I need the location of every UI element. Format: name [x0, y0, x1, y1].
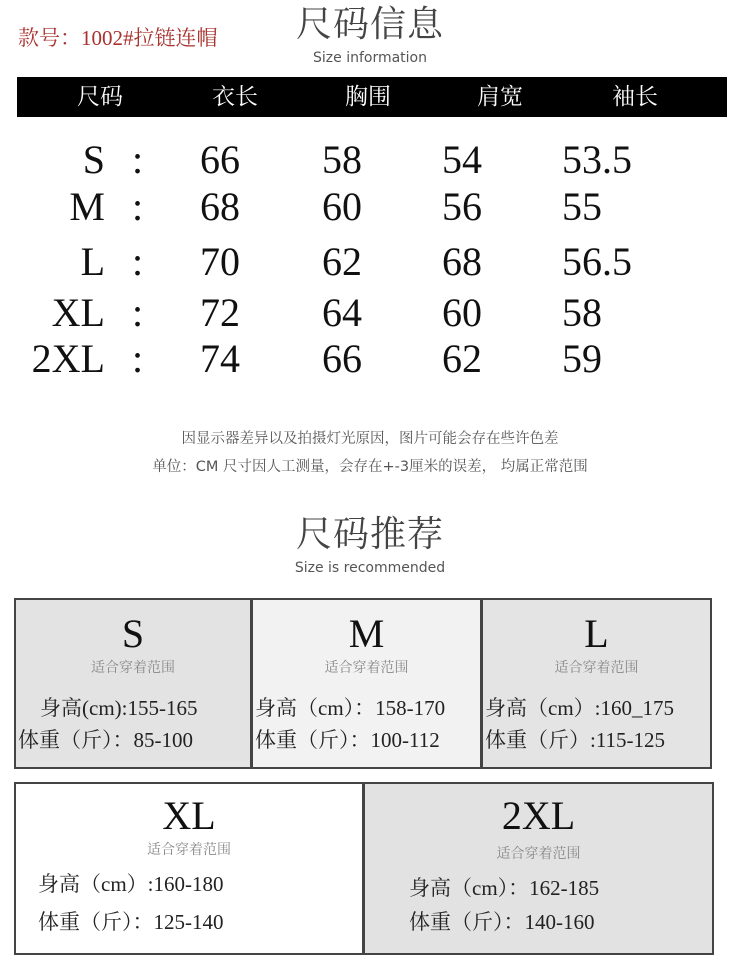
card-size: XL	[162, 793, 216, 838]
cell-colon: :	[132, 239, 144, 284]
recommend-title: 尺码推荐	[295, 514, 445, 555]
cell-sleeve: 59	[562, 336, 602, 381]
cell-chest: 60	[322, 184, 362, 229]
card-fit-label: 适合穿着范围	[496, 846, 581, 862]
card-fit-label: 适合穿着范围	[91, 660, 175, 676]
cell-size: S	[82, 137, 105, 182]
cell-length: 74	[200, 336, 240, 381]
header-shoulder: 肩宽	[477, 84, 523, 110]
card-height-range: 身高(cm):155-165	[40, 696, 198, 720]
note-color: 因显示器差异以及拍摄灯光原因，图片可能会存在些许色差	[181, 431, 559, 447]
cell-length: 68	[200, 184, 240, 229]
cell-size: L	[80, 239, 105, 284]
header-sleeve: 袖长	[612, 84, 658, 110]
card-height-range: 身高（cm）:160-180	[38, 872, 224, 896]
style-number: 款号：1002#拉链连帽	[18, 26, 218, 50]
card-weight-range: 体重（斤）：140-160	[409, 910, 595, 934]
card-height-range: 身高（cm）：158-170	[255, 696, 446, 720]
size-info-title: 尺码信息	[295, 4, 445, 45]
cell-chest: 64	[322, 290, 362, 335]
size-card-l	[481, 598, 712, 769]
card-weight-range: 体重（斤）：85-100	[18, 728, 193, 752]
note-unit: 单位：CM 尺寸因人工测量，会存在+-3厘米的误差， 均属正常范围	[152, 459, 588, 475]
card-size: L	[584, 611, 609, 656]
cell-shoulder: 60	[442, 290, 482, 335]
cell-colon: :	[132, 184, 144, 229]
size-row	[0, 290, 740, 336]
card-size: M	[348, 611, 385, 656]
cell-sleeve: 53.5	[562, 137, 632, 182]
size-table-header	[17, 77, 727, 117]
cell-shoulder: 68	[442, 239, 482, 284]
card-size: S	[121, 611, 145, 656]
size-card-m	[251, 598, 482, 769]
size-row	[0, 137, 740, 183]
cell-colon: :	[132, 137, 144, 182]
size-card-xl	[14, 782, 364, 955]
cell-chest: 62	[322, 239, 362, 284]
cell-length: 70	[200, 239, 240, 284]
cell-chest: 58	[322, 137, 362, 182]
card-weight-range: 体重（斤）:115-125	[485, 728, 666, 752]
cell-colon: :	[132, 336, 144, 381]
card-height-range: 身高（cm）:160_175	[485, 696, 674, 720]
size-row	[0, 239, 740, 285]
header-size: 尺码	[77, 84, 123, 110]
cell-sleeve: 56.5	[562, 239, 632, 284]
size-card-s	[14, 598, 252, 769]
cell-length: 66	[200, 137, 240, 182]
cell-sleeve: 58	[562, 290, 602, 335]
size-info-subtitle: Size information	[313, 50, 427, 66]
cell-colon: :	[132, 290, 144, 335]
cell-chest: 66	[322, 336, 362, 381]
card-weight-range: 体重（斤）：125-140	[38, 910, 224, 934]
cell-size: XL	[51, 290, 105, 335]
size-card-2xl	[363, 782, 714, 955]
cell-size: M	[69, 184, 105, 229]
recommend-subtitle: Size is recommended	[294, 560, 446, 576]
header-length: 衣长	[212, 84, 258, 110]
card-height-range: 身高（cm）：162-185	[409, 876, 600, 900]
card-fit-label: 适合穿着范围	[147, 842, 231, 858]
card-size: 2XL	[501, 793, 576, 838]
cell-shoulder: 56	[442, 184, 482, 229]
header-chest: 胸围	[345, 84, 391, 110]
card-fit-label: 适合穿着范围	[324, 660, 409, 676]
card-weight-range: 体重（斤）：100-112	[255, 728, 440, 752]
card-fit-label: 适合穿着范围	[554, 660, 639, 676]
size-row	[0, 336, 740, 382]
cell-sleeve: 55	[562, 184, 602, 229]
cell-size: 2XL	[31, 336, 105, 381]
cell-length: 72	[200, 290, 240, 335]
cell-shoulder: 62	[442, 336, 482, 381]
size-row	[0, 184, 740, 230]
cell-shoulder: 54	[442, 137, 482, 182]
